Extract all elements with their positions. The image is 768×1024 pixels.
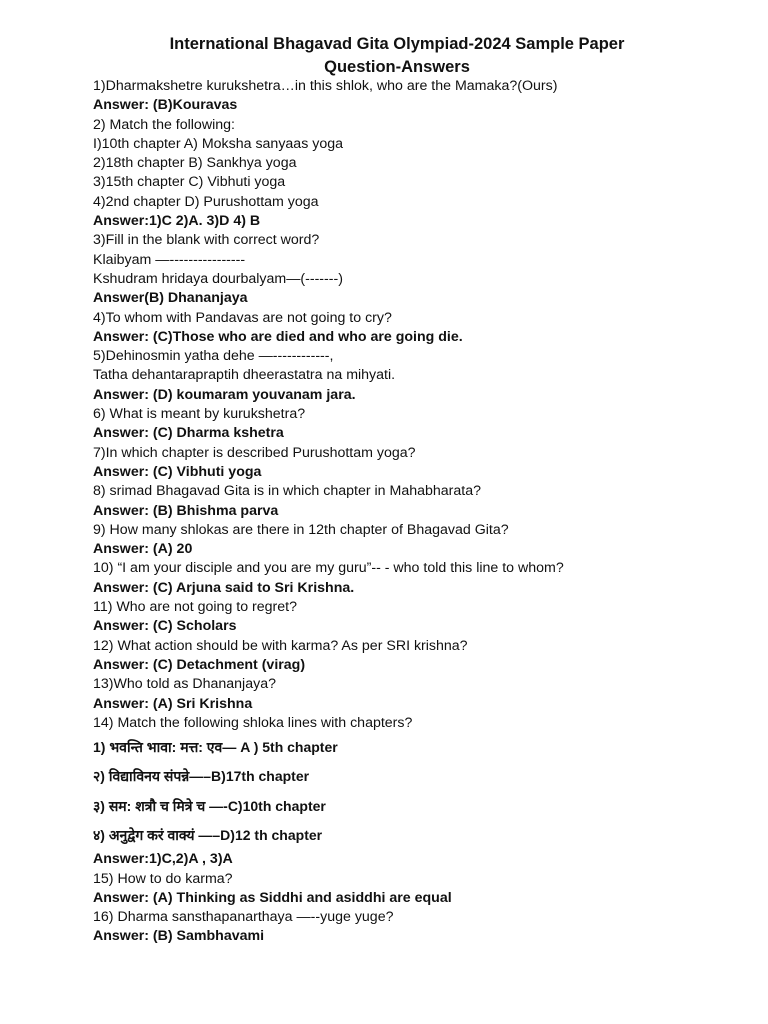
answer-line: Answer: (C) Arjuna said to Sri Krishna. [93,579,355,596]
question-line: 10) “I am your disciple and you are my guru”-- - who told this line to whom? [93,560,564,577]
answer-line: Answer: (B)Kouravas [93,97,238,114]
question-line: 16) Dharma sansthapanarthaya —--yuge yuge? [93,909,394,926]
question-line: 14) Match the following shloka lines with chapters? [93,714,413,731]
question-line: 6) What is meant by kurukshetra? [93,406,306,423]
question-line: 4)To whom with Pandavas are not going to cry? [93,309,392,326]
shloka-match-line: ३) सम: शत्रौ च मित्रे च —-C)10th chapter [93,797,326,814]
answer-line: Answer: (A) 20 [93,541,193,558]
question-line: 2) Match the following: [93,116,235,133]
answer-line: Answer: (A) Sri Krishna [93,695,253,712]
answer-line: Answer: (C) Dharma kshetra [93,425,284,442]
question-line: 5)Dehinosmin yatha dehe —------------, [93,348,334,365]
question-line: Tatha dehantarapraptih dheerastatra na mihyati. [93,367,396,384]
answer-line: Answer(B) Dhananjaya [93,290,248,307]
question-line: 9) How many shlokas are there in 12th chapter of Bhagavad Gita? [93,521,509,538]
answer-line: Answer: (B) Sambhavami [93,928,265,945]
question-line: Kshudram hridaya dourbalyam—(-------) [93,270,343,287]
answer-line: Answer: (A) Thinking as Siddhi and asiddhi are equal [93,889,452,906]
answer-line: Answer: (C) Scholars [93,618,237,635]
answer-line: Answer:1)C 2)A. 3)D 4) B [93,213,261,230]
question-line: 13)Who told as Dhananjaya? [93,676,276,693]
question-line: 1)Dharmakshetre kurukshetra…in this shlok, who are the Mamaka?(Ours) [93,78,558,94]
answer-line: Answer: (C)Those who are died and who are going die. [93,328,463,345]
question-line: 11) Who are not going to regret? [93,599,297,616]
shloka-match-line: 1) भवन्ति भावा: मत्त: एव— A ) 5th chapter [93,739,338,756]
answer-line: Answer:1)C,2)A , 3)A [93,851,233,868]
question-line: 15) How to do karma? [93,870,233,887]
answer-line: Answer: (D) koumaram youvanam jara. [93,386,356,403]
shloka-match-line: २) विद्याविनय संपन्ने—–B)17th chapter [93,768,310,785]
answer-line: Answer: (C) Detachment (virag) [93,656,306,673]
question-line: 2)18th chapter B) Sankhya yoga [93,155,297,172]
question-line: 4)2nd chapter D) Purushottam yoga [93,193,319,210]
question-line: Klaibyam —---------------- [93,251,246,268]
question-line: 3)Fill in the blank with correct word? [93,232,320,249]
page-title: International Bhagavad Gita Olympiad-2024 Sample Paper [169,35,625,53]
question-line: 12) What action should be with karma? As per SRI krishna? [93,637,468,654]
answer-line: Answer: (B) Bhishma parva [93,502,279,519]
page-subtitle: Question-Answers [324,58,470,76]
question-line: 7)In which chapter is described Purushottam yoga? [93,444,416,461]
shloka-match-line: ४) अनुद्वेग करं वाक्यं —–D)12 th chapter [93,826,323,843]
question-line: 8) srimad Bhagavad Gita is in which chapter in Mahabharata? [93,483,482,500]
answer-line: Answer: (C) Vibhuti yoga [93,463,262,480]
question-answer-list [93,77,753,947]
question-line: 3)15th chapter C) Vibhuti yoga [93,174,286,191]
question-line: I)10th chapter A) Moksha sanyaas yoga [93,135,343,152]
